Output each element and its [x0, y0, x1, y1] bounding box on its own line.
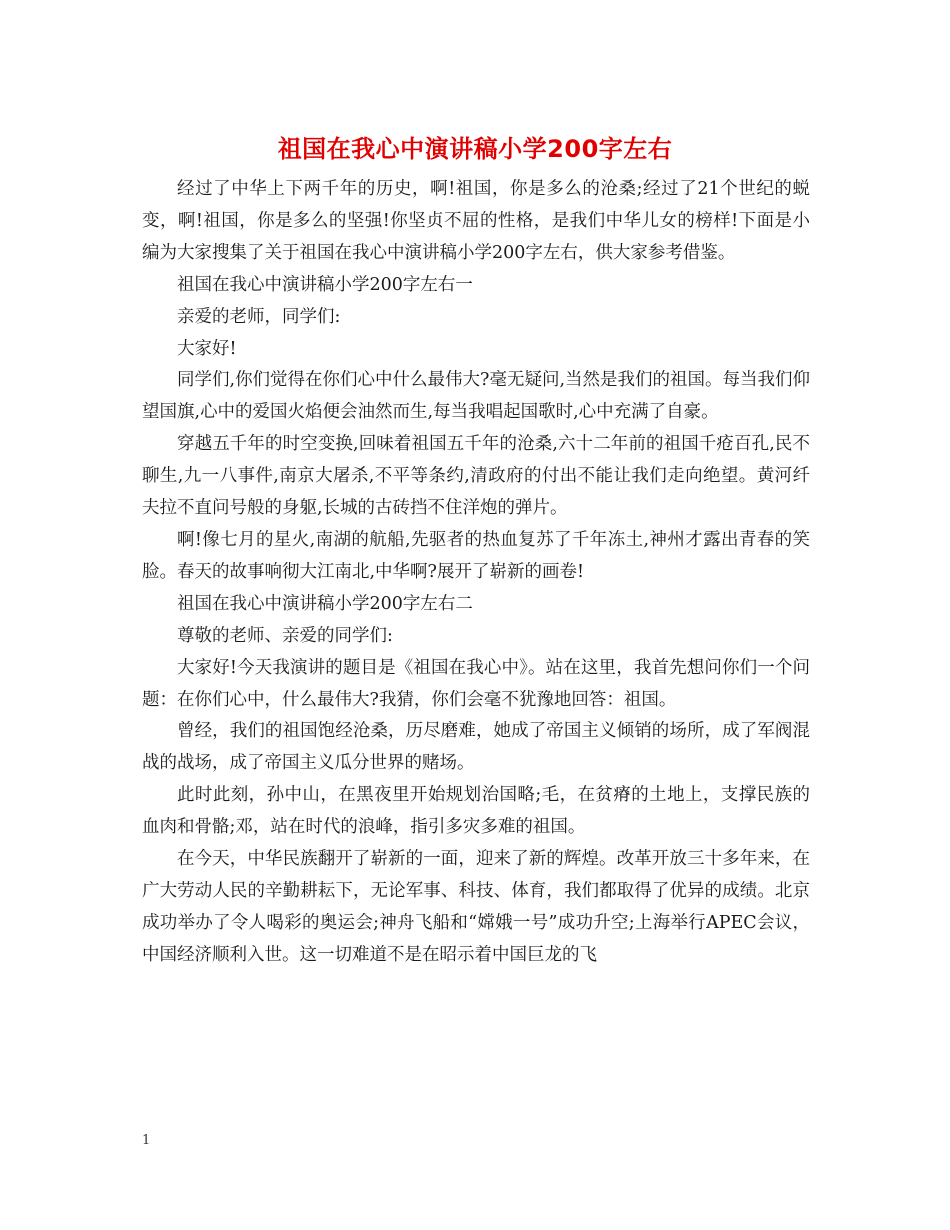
body-paragraph: 同学们,你们觉得在你们心中什么最伟大?毫无疑问,当然是我们的祖国。每当我们仰望国旗,心中的爱国火焰便会油然而生,每当我唱起国歌时,心中充满了自豪。 [142, 370, 811, 423]
page-number: 1 [142, 1133, 151, 1148]
body-paragraph: 穿越五千年的时空变换,回味着祖国五千年的沧桑,六十二年前的祖国千疮百孔,民不聊生,九一八事件,南京大屠杀,不平等条约,清政府的付出不能让我们走向绝望。黄河纤夫拉不直问号般的身躯,长城的古砖挡不住洋炮的弹片。 [142, 434, 810, 519]
body-paragraph: 大家好!今天我演讲的题目是《祖国在我心中》。站在这里，我首先想问你们一个问题：在你们心中，什么最伟大?我猜，你们会毫不犹豫地回答：祖国。 [142, 657, 810, 710]
body-paragraph: 啊!像七月的星火,南湖的航船,先驱者的热血复苏了千年冻土,神州才露出青春的笑脸。春天的故事响彻大江南北,中华啊?展开了崭新的画卷! [142, 529, 810, 582]
body-paragraph: 此时此刻，孙中山，在黑夜里开始规划治国略;毛，在贫瘠的土地上，支撑民族的血肉和骨骼;邓，站在时代的浪峰，指引多灾多难的祖国。 [142, 785, 810, 838]
salutation-1: 亲爱的老师，同学们: [177, 306, 341, 327]
document-title: 祖国在我心中演讲稿小学200字左右 [277, 135, 673, 163]
document-body [142, 174, 810, 972]
greeting-1: 大家好! [177, 338, 237, 359]
body-paragraph: 曾经，我们的祖国饱经沧桑，历尽磨难，她成了帝国主义倾销的场所，成了军阀混战的战场，成了帝国主义瓜分世界的赌场。 [142, 721, 810, 774]
section-heading-2: 祖国在我心中演讲稿小学200字左右二 [177, 593, 473, 614]
section-heading-1: 祖国在我心中演讲稿小学200字左右一 [177, 274, 473, 295]
salutation-2: 尊敬的老师、亲爱的同学们: [177, 625, 393, 646]
body-paragraph: 在今天，中华民族翻开了崭新的一面，迎来了新的辉煌。改革开放三十多年来，在广大劳动人民的辛勤耕耘下，无论军事、科技、体育，我们都取得了优异的成绩。北京成功举办了令人喝彩的奥运会;神舟飞船和“嫦娥一号”成功升空;上海举行APEC会议，中国经济顺利入世。这一切难道不是在昭示着中国巨龙的飞 [142, 849, 810, 965]
intro-paragraph: 经过了中华上下两千年的历史，啊!祖国，你是多么的沧桑;经过了21个世纪的蜕变，啊!祖国，你是多么的坚强!你坚贞不屈的性格，是我们中华儿女的榜样!下面是小编为大家搜集了关于祖国在我心中演讲稿小学200字左右，供大家参考借鉴。 [142, 179, 810, 263]
